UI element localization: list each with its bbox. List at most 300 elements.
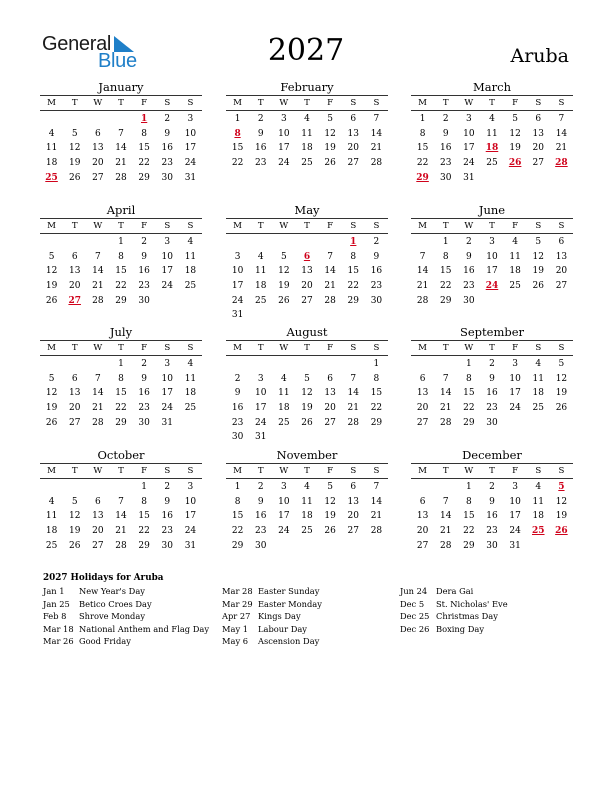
day-grid (226, 357, 388, 445)
weekday-label: M (233, 466, 242, 476)
day-cell: 9 (141, 251, 147, 262)
day-cell: 20 (555, 266, 568, 277)
holiday-row (222, 623, 402, 636)
day-cell: 10 (184, 128, 197, 139)
holiday-name: Christmas Day (436, 611, 498, 622)
day-cell: 20 (92, 526, 104, 537)
day-cell: 11 (254, 266, 267, 277)
weekday-label: S (373, 466, 380, 476)
month-march (411, 79, 573, 185)
day-cell: 7 (94, 251, 101, 262)
day-cell: 29 (439, 295, 452, 306)
day-cell: 9 (234, 388, 241, 399)
day-cell: 14 (115, 143, 127, 154)
day-cell: 7 (118, 128, 124, 139)
day-cell: 30 (439, 172, 452, 183)
day-cell: 13 (347, 496, 359, 507)
day-cell: 15 (231, 511, 244, 522)
day-cell: 9 (373, 251, 380, 262)
day-cell: 19 (301, 403, 313, 414)
holiday-row (222, 610, 402, 623)
weekday-label: F (327, 466, 334, 476)
day-cell: 24 (231, 295, 244, 306)
day-cell: 14 (416, 266, 429, 277)
weekday-label: W (464, 466, 474, 476)
day-cell: 8 (373, 373, 380, 384)
day-cell: 5 (512, 114, 518, 124)
month-may (226, 202, 388, 323)
day-cell: 19 (532, 266, 544, 277)
day-cell: 4 (187, 359, 194, 369)
holiday-date: Mar 26 (43, 636, 74, 647)
day-cell: 27 (347, 158, 359, 169)
day-cell: 12 (278, 266, 290, 277)
day-cell: 2 (141, 359, 147, 369)
weekday-label: S (164, 221, 171, 231)
weekday-header (411, 340, 573, 356)
holiday-date: Mar 29 (222, 598, 253, 609)
weekday-label: F (141, 466, 148, 476)
weekday-label: M (47, 98, 56, 108)
day-cell: 9 (164, 496, 171, 507)
day-cell: 29 (115, 295, 127, 306)
day-cell: 19 (278, 281, 290, 292)
day-cell: 7 (94, 373, 101, 384)
month-february (226, 79, 388, 171)
weekday-label: W (279, 98, 289, 108)
day-cell: 7 (558, 114, 565, 124)
day-cell: 1 (373, 359, 380, 369)
weekday-label: S (558, 221, 565, 231)
day-cell: 22 (463, 403, 475, 414)
holiday-date: May 6 (222, 636, 249, 647)
day-cell: 11 (278, 388, 290, 399)
day-cell: 20 (68, 403, 81, 414)
day-cell: 18 (532, 388, 544, 399)
holiday-day-cell: 28 (555, 158, 568, 169)
weekday-label: S (373, 343, 380, 353)
day-cell: 6 (419, 373, 426, 384)
day-cell: 10 (278, 496, 290, 507)
day-cell: 30 (161, 540, 173, 551)
day-cell: 27 (416, 540, 429, 551)
day-cell: 28 (439, 417, 452, 428)
day-cell: 12 (324, 128, 336, 139)
day-cell: 3 (187, 482, 194, 492)
holiday-name: New Year's Day (79, 586, 145, 596)
day-cell: 23 (138, 403, 150, 414)
day-cell: 18 (301, 511, 313, 522)
day-cell: 13 (301, 266, 313, 277)
day-cell: 2 (164, 114, 171, 124)
day-cell: 6 (350, 114, 357, 124)
weekday-label: W (279, 221, 289, 231)
weekday-label: T (489, 221, 495, 231)
empty-cell (63, 235, 86, 250)
day-cell: 15 (231, 143, 244, 154)
weekday-label: T (71, 221, 78, 231)
day-cell: 23 (486, 403, 498, 414)
weekday-label: F (512, 466, 519, 476)
holiday-column (222, 585, 402, 648)
weekday-label: S (164, 98, 171, 108)
empty-cell (109, 480, 132, 495)
day-cell: 1 (234, 482, 241, 492)
day-cell: 12 (68, 143, 81, 154)
day-cell: 1 (465, 482, 472, 492)
weekday-label: S (535, 466, 542, 476)
day-cell: 21 (324, 281, 336, 292)
empty-cell (40, 357, 63, 372)
day-cell: 26 (68, 540, 81, 551)
day-cell: 18 (532, 511, 544, 522)
day-cell: 13 (324, 388, 336, 399)
day-cell: 15 (138, 511, 150, 522)
weekday-label: W (279, 343, 289, 353)
day-cell: 4 (535, 482, 542, 492)
weekday-header (40, 340, 202, 356)
day-cell: 23 (231, 417, 244, 428)
holiday-row (400, 610, 580, 623)
weekday-label: T (489, 343, 495, 353)
weekday-label: S (187, 221, 194, 231)
day-cell: 8 (118, 251, 124, 262)
month-title: September (459, 325, 525, 339)
day-cell: 22 (463, 526, 475, 537)
day-cell: 19 (45, 403, 58, 414)
day-cell: 8 (141, 128, 147, 139)
holiday-row (43, 598, 223, 611)
day-cell: 16 (439, 143, 452, 154)
day-cell: 2 (141, 237, 147, 247)
day-cell: 12 (45, 266, 58, 277)
day-cell: 27 (347, 526, 359, 537)
day-cell: 12 (555, 373, 568, 384)
weekday-label: T (489, 466, 495, 476)
day-cell: 18 (45, 158, 58, 169)
day-cell: 25 (254, 295, 267, 306)
day-cell: 27 (555, 281, 568, 292)
day-cell: 10 (161, 251, 173, 262)
day-cell: 18 (184, 388, 197, 399)
holiday-name: Good Friday (79, 636, 131, 647)
month-june (411, 202, 573, 308)
day-cell: 3 (465, 114, 472, 124)
empty-cell (63, 112, 86, 127)
day-cell: 17 (184, 511, 197, 522)
holiday-columns (43, 585, 583, 665)
holiday-row (43, 623, 223, 636)
day-cell: 22 (416, 158, 429, 169)
day-cell: 20 (347, 511, 359, 522)
weekday-label: W (464, 221, 474, 231)
day-cell: 13 (347, 128, 359, 139)
day-cell: 4 (535, 359, 542, 369)
day-cell: 17 (278, 511, 290, 522)
day-cell: 23 (439, 158, 452, 169)
empty-cell (86, 112, 109, 127)
day-cell: 7 (350, 373, 357, 384)
weekday-label: M (418, 98, 427, 108)
day-cell: 3 (512, 359, 518, 369)
weekday-label: T (118, 221, 124, 231)
weekday-header (226, 95, 388, 111)
day-cell: 14 (439, 388, 452, 399)
day-cell: 20 (92, 158, 104, 169)
day-cell: 24 (509, 526, 521, 537)
weekday-label: T (442, 98, 449, 108)
holiday-name: Labour Day (258, 623, 307, 634)
weekday-label: W (93, 221, 103, 231)
day-cell: 12 (301, 388, 313, 399)
weekday-label: S (535, 98, 542, 108)
day-cell: 11 (45, 511, 58, 522)
day-cell: 1 (419, 114, 426, 124)
day-cell: 22 (115, 281, 127, 292)
day-cell: 9 (257, 128, 264, 139)
weekday-label: T (257, 98, 264, 108)
day-cell: 5 (558, 359, 565, 369)
weekday-header (411, 463, 573, 479)
holiday-date: Dec 5 (400, 598, 425, 609)
day-cell: 24 (278, 526, 290, 537)
day-cell: 23 (161, 526, 173, 537)
empty-cell (342, 357, 365, 372)
day-cell: 17 (278, 143, 290, 154)
day-cell: 17 (509, 388, 521, 399)
day-cell: 30 (138, 295, 150, 306)
day-cell: 7 (373, 114, 380, 124)
day-cell: 22 (115, 403, 127, 414)
day-cell: 4 (304, 114, 310, 124)
day-grid (226, 112, 388, 171)
day-cell: 30 (486, 417, 498, 428)
day-cell: 14 (370, 496, 383, 507)
day-cell: 14 (370, 128, 383, 139)
holiday-column (400, 585, 580, 635)
weekday-label: T (304, 221, 310, 231)
day-cell: 18 (301, 143, 313, 154)
empty-cell (295, 357, 318, 372)
day-cell: 26 (532, 281, 544, 292)
holiday-name: Easter Monday (258, 598, 322, 609)
day-cell: 4 (48, 496, 55, 507)
holiday-date: Jun 24 (400, 586, 428, 596)
weekday-header (411, 95, 573, 111)
day-cell: 16 (231, 403, 244, 414)
holiday-date: Mar 28 (222, 586, 253, 596)
day-cell: 9 (164, 128, 171, 139)
weekday-label: S (350, 343, 357, 353)
empty-cell (434, 480, 457, 495)
day-cell: 26 (45, 417, 58, 428)
holiday-date: Mar 18 (43, 623, 74, 634)
day-cell: 14 (92, 388, 104, 399)
holiday-day-cell: 24 (485, 281, 499, 292)
day-cell: 11 (45, 143, 58, 154)
weekday-label: T (257, 221, 264, 231)
day-cell: 10 (254, 388, 267, 399)
day-cell: 12 (532, 251, 544, 262)
weekday-label: W (93, 466, 103, 476)
day-cell: 11 (184, 373, 197, 384)
empty-cell (40, 480, 63, 495)
day-cell: 5 (48, 251, 55, 262)
day-cell: 30 (463, 295, 475, 306)
day-cell: 17 (463, 143, 475, 154)
holiday-date: Jan 25 (43, 598, 70, 609)
weekday-label: S (350, 466, 357, 476)
holiday-day-cell: 1 (350, 237, 357, 247)
weekday-label: T (71, 466, 78, 476)
day-cell: 4 (257, 251, 264, 262)
day-cell: 13 (68, 266, 81, 277)
day-grid (40, 235, 202, 308)
day-cell: 28 (92, 417, 104, 428)
weekday-label: M (418, 221, 427, 231)
weekday-label: S (558, 466, 565, 476)
day-cell: 22 (231, 526, 244, 537)
day-cell: 24 (278, 158, 290, 169)
day-grid (226, 480, 388, 553)
day-cell: 6 (94, 128, 101, 139)
month-title: February (280, 80, 334, 94)
day-cell: 18 (254, 281, 267, 292)
empty-cell (319, 235, 342, 250)
day-cell: 19 (555, 511, 568, 522)
day-cell: 25 (45, 540, 58, 551)
weekday-label: M (233, 343, 242, 353)
day-cell: 22 (347, 281, 359, 292)
day-cell: 5 (327, 114, 333, 124)
month-august (226, 324, 388, 445)
day-cell: 2 (257, 114, 264, 124)
day-cell: 11 (532, 373, 544, 384)
day-cell: 10 (231, 266, 244, 277)
day-cell: 25 (509, 281, 521, 292)
weekday-header (226, 218, 388, 234)
day-cell: 2 (257, 482, 264, 492)
day-cell: 23 (463, 281, 475, 292)
day-cell: 2 (164, 482, 171, 492)
holiday-list-title: 2027 Holidays for Aruba (43, 573, 164, 583)
holiday-name: Shrove Monday (79, 611, 146, 622)
day-cell: 14 (555, 128, 568, 139)
weekday-label: T (304, 98, 310, 108)
holiday-day-cell: 27 (68, 295, 81, 306)
weekday-label: S (187, 466, 194, 476)
weekday-label: T (442, 466, 449, 476)
day-cell: 11 (532, 496, 544, 507)
day-cell: 15 (463, 388, 475, 399)
month-october (40, 447, 202, 553)
weekday-label: T (257, 343, 264, 353)
day-cell: 5 (327, 482, 333, 492)
day-cell: 27 (416, 417, 429, 428)
weekday-label: S (535, 343, 542, 353)
month-title: October (97, 448, 145, 462)
day-cell: 16 (370, 266, 383, 277)
month-title: March (473, 80, 511, 94)
weekday-label: S (187, 98, 194, 108)
holiday-row (43, 585, 223, 598)
weekday-label: W (279, 466, 289, 476)
weekday-label: T (442, 343, 449, 353)
day-cell: 24 (254, 417, 267, 428)
day-cell: 18 (184, 266, 197, 277)
day-cell: 7 (442, 373, 449, 384)
holiday-date: Dec 26 (400, 623, 430, 634)
day-cell: 16 (254, 143, 267, 154)
day-cell: 13 (92, 143, 104, 154)
day-cell: 18 (278, 403, 290, 414)
holiday-column (43, 585, 223, 648)
month-title: November (276, 448, 338, 462)
empty-cell (295, 235, 318, 250)
weekday-label: M (47, 221, 56, 231)
day-grid (40, 357, 202, 430)
day-cell: 7 (327, 251, 333, 262)
day-cell: 5 (71, 128, 78, 139)
day-cell: 21 (439, 403, 452, 414)
holiday-row (43, 635, 223, 648)
day-cell: 29 (231, 540, 244, 551)
day-cell: 17 (254, 403, 267, 414)
day-cell: 21 (370, 143, 383, 154)
holiday-day-cell: 18 (485, 143, 499, 154)
day-cell: 30 (370, 295, 383, 306)
day-cell: 3 (164, 359, 171, 369)
weekday-label: T (442, 221, 449, 231)
empty-cell (411, 357, 434, 372)
day-cell: 15 (370, 388, 383, 399)
day-cell: 31 (509, 540, 521, 551)
weekday-label: S (164, 343, 171, 353)
weekday-header (40, 463, 202, 479)
day-cell: 20 (416, 403, 429, 414)
day-cell: 21 (92, 281, 104, 292)
day-cell: 1 (141, 482, 147, 492)
day-cell: 4 (489, 114, 495, 124)
day-cell: 28 (370, 526, 383, 537)
day-cell: 8 (442, 251, 449, 262)
day-cell: 21 (370, 511, 383, 522)
day-cell: 10 (161, 373, 173, 384)
day-cell: 29 (463, 417, 475, 428)
weekday-label: W (464, 98, 474, 108)
holiday-name: Dera Gai (436, 586, 474, 596)
day-cell: 4 (280, 373, 287, 384)
day-cell: 20 (68, 281, 81, 292)
day-cell: 11 (486, 128, 498, 139)
weekday-label: M (47, 343, 56, 353)
day-cell: 31 (231, 310, 244, 321)
day-cell: 16 (161, 511, 173, 522)
day-cell: 11 (184, 251, 197, 262)
day-cell: 15 (347, 266, 359, 277)
day-cell: 19 (324, 143, 336, 154)
weekday-label: W (464, 343, 474, 353)
day-cell: 8 (419, 128, 426, 139)
day-cell: 14 (324, 266, 336, 277)
logo-text-blue: Blue (98, 50, 137, 72)
day-cell: 16 (138, 388, 150, 399)
weekday-label: F (141, 221, 148, 231)
holiday-name: Ascension Day (258, 636, 320, 647)
day-cell: 28 (370, 158, 383, 169)
day-cell: 28 (115, 540, 127, 551)
day-cell: 18 (45, 526, 58, 537)
